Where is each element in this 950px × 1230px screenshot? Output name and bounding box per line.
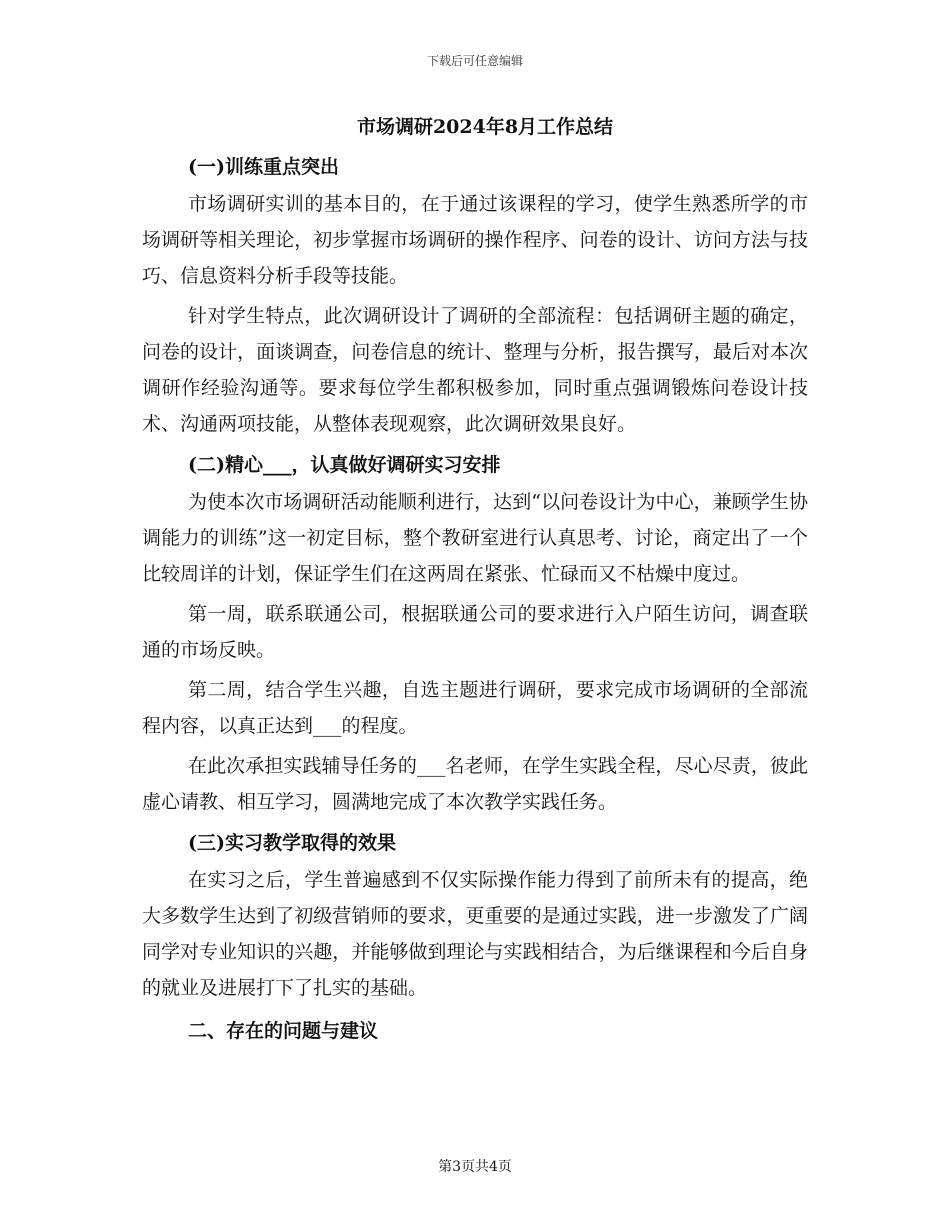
- section-heading: 二、存在的问题与建议: [188, 1020, 379, 1042]
- page-header-note: 下载后可任意编辑: [426, 54, 523, 68]
- body-paragraph: 在此次承担实践辅导任务的___名老师，在学生实践全程，尽心尽责，彼此虚心请教、相互学习，圆满地完成了本次教学实践任务。: [142, 755, 808, 813]
- document-blocks: [142, 148, 808, 1050]
- section-heading: (一)训练重点突出: [188, 156, 339, 178]
- document-title: 市场调研2024年8月工作总结: [356, 116, 614, 138]
- body-paragraph: 市场调研实训的基本目的，在于通过该课程的学习，使学生熟悉所学的市场调研等相关理论，初步掌握市场调研的操作程序、问卷的设计、访问方法与技巧、信息资料分析手段等技能。: [142, 193, 808, 287]
- body-paragraph: 针对学生特点，此次调研设计了调研的全部流程：包括调研主题的确定，问卷的设计，面谈调查，问卷信息的统计、整理与分析，报告撰写，最后对本次调研作经验沟通等。要求每位学生都积极参加，同时重点强调锻炼问卷设计技术、沟通两项技能，从整体表现观察，此次调研效果良好。: [142, 305, 808, 435]
- page-number: 第3页共4页: [438, 1159, 512, 1175]
- body-paragraph: 第一周，联系联通公司，根据联通公司的要求进行入户陌生访问，调查联通的市场反映。: [142, 603, 808, 661]
- section-heading: (三)实习教学取得的效果: [188, 832, 396, 854]
- section-heading: (二)精心___，认真做好调研实习安排: [188, 454, 501, 476]
- document-body: [142, 106, 808, 1050]
- body-paragraph: 在实习之后，学生普遍感到不仅实际操作能力得到了前所未有的提高，绝大多数学生达到了初级营销师的要求，更重要的是通过实践，进一步激发了广阔同学对专业知识的兴趣，并能够做到理论与实践相结合，为后继课程和今后自身的就业及进展打下了扎实的基础。: [142, 869, 808, 999]
- body-paragraph: 第二周，结合学生兴趣，自选主题进行调研，要求完成市场调研的全部流程内容，以真正达到___的程度。: [142, 679, 808, 737]
- body-paragraph: 为使本次市场调研活动能顺利进行，达到“以问卷设计为中心，兼顾学生协调能力的训练”这一初定目标，整个教研室进行认真思考、讨论，商定出了一个比较周详的计划，保证学生们在这两周在紧张、忙碌而又不枯燥中度过。: [142, 491, 808, 585]
